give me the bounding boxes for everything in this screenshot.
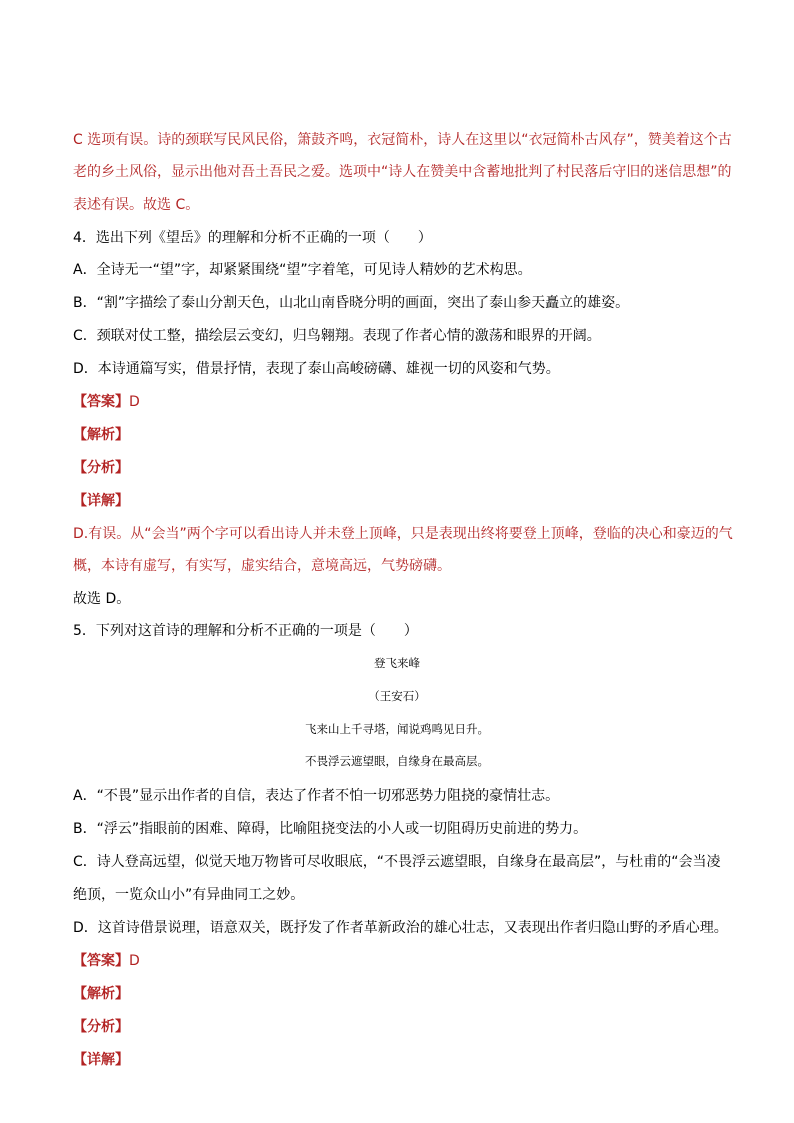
poem-line-1: 飞来山上千寻塔，闻说鸡鸣见日升。 xyxy=(305,722,489,736)
q4-answer xyxy=(73,392,140,412)
q4-option-c: C．颈联对仗工整，描绘层云变幻，归鸟翱翔。表现了作者心情的激荡和眼界的开阔。 xyxy=(73,328,601,344)
answer-label: 【答案】 xyxy=(73,394,129,410)
q5-option-d: D．这首诗借景说理，语意双关，既抒发了作者革新政治的雄心壮志，又表现出作者归隐山野的矛盾心理。 xyxy=(73,920,728,936)
q5-answer xyxy=(73,951,140,971)
answer-value: D xyxy=(129,953,140,969)
q3-explanation-line-1: C 选项有误。诗的颈联写民风民俗，箫鼓齐鸣，衣冠简朴，诗人在这里以“衣冠简朴古风存”，赞美着这个古 xyxy=(73,132,732,148)
q4-detail-line-2: 概，本诗有虚写，有实写，虚实结合，意境高远，气势磅礴。 xyxy=(73,558,451,574)
q4-fenxi-label: 【分析】 xyxy=(73,460,129,476)
q5-detail-label: 【详解】 xyxy=(73,1052,129,1068)
q5-option-a: A．“不畏”显示出作者的自信，表达了作者不怕一切邪恶势力阻挠的豪情壮志。 xyxy=(73,788,560,804)
q4-option-d: D．本诗通篇写实，借景抒情，表现了泰山高峻磅礴、雄视一切的风姿和气势。 xyxy=(73,361,560,377)
q4-detail-label: 【详解】 xyxy=(73,493,129,509)
q5-option-b: B．“浮云”指眼前的困难、障碍，比喻阻挠变法的小人或一切阻碍历史前进的势力。 xyxy=(73,821,588,837)
poem-line-2: 不畏浮云遮望眼，自缘身在最高层。 xyxy=(305,754,489,768)
q4-detail-line-1: D.有误。从“会当”两个字可以看出诗人并未登上顶峰，只是表现出终将要登上顶峰，登临的决心和豪迈的气 xyxy=(73,526,733,542)
q4-analysis-label: 【解析】 xyxy=(73,427,129,443)
q4-stem: 4．选出下列《望岳》的理解和分析不正确的一项（ ） xyxy=(73,230,432,246)
q5-analysis-label: 【解析】 xyxy=(73,986,129,1002)
answer-value: D xyxy=(129,394,140,410)
q4-option-a: A．全诗无一“望”字，却紧紧围绕“望”字着笔，可见诗人精妙的艺术构思。 xyxy=(73,262,532,278)
poem-author: （王安石） xyxy=(368,689,426,703)
q5-option-c-line-1: C．诗人登高远望，似觉天地万物皆可尽收眼底，“不畏浮云遮望眼，自缘身在最高层”，与杜甫的“会当凌 xyxy=(73,854,721,870)
q3-explanation-line-2: 老的乡土风俗，显示出他对吾土吾民之爱。选项中“诗人在赞美中含蓄地批判了村民落后守旧的迷信思想”的 xyxy=(73,164,732,180)
q3-explanation-line-3: 表述有误。故选 C。 xyxy=(73,197,200,213)
q5-option-c-line-2: 绝顶，一览众山小”有异曲同工之妙。 xyxy=(73,887,305,903)
q4-conclusion: 故选 D。 xyxy=(73,591,131,607)
q5-stem: 5．下列对这首诗的理解和分析不正确的一项是（ ） xyxy=(73,623,418,639)
answer-label: 【答案】 xyxy=(73,953,129,969)
q4-option-b: B．“割”字描绘了泰山分割天色，山北山南昏晓分明的画面，突出了泰山参天矗立的雄姿。 xyxy=(73,295,630,311)
poem-title: 登飞来峰 xyxy=(374,656,420,670)
q5-fenxi-label: 【分析】 xyxy=(73,1019,129,1035)
